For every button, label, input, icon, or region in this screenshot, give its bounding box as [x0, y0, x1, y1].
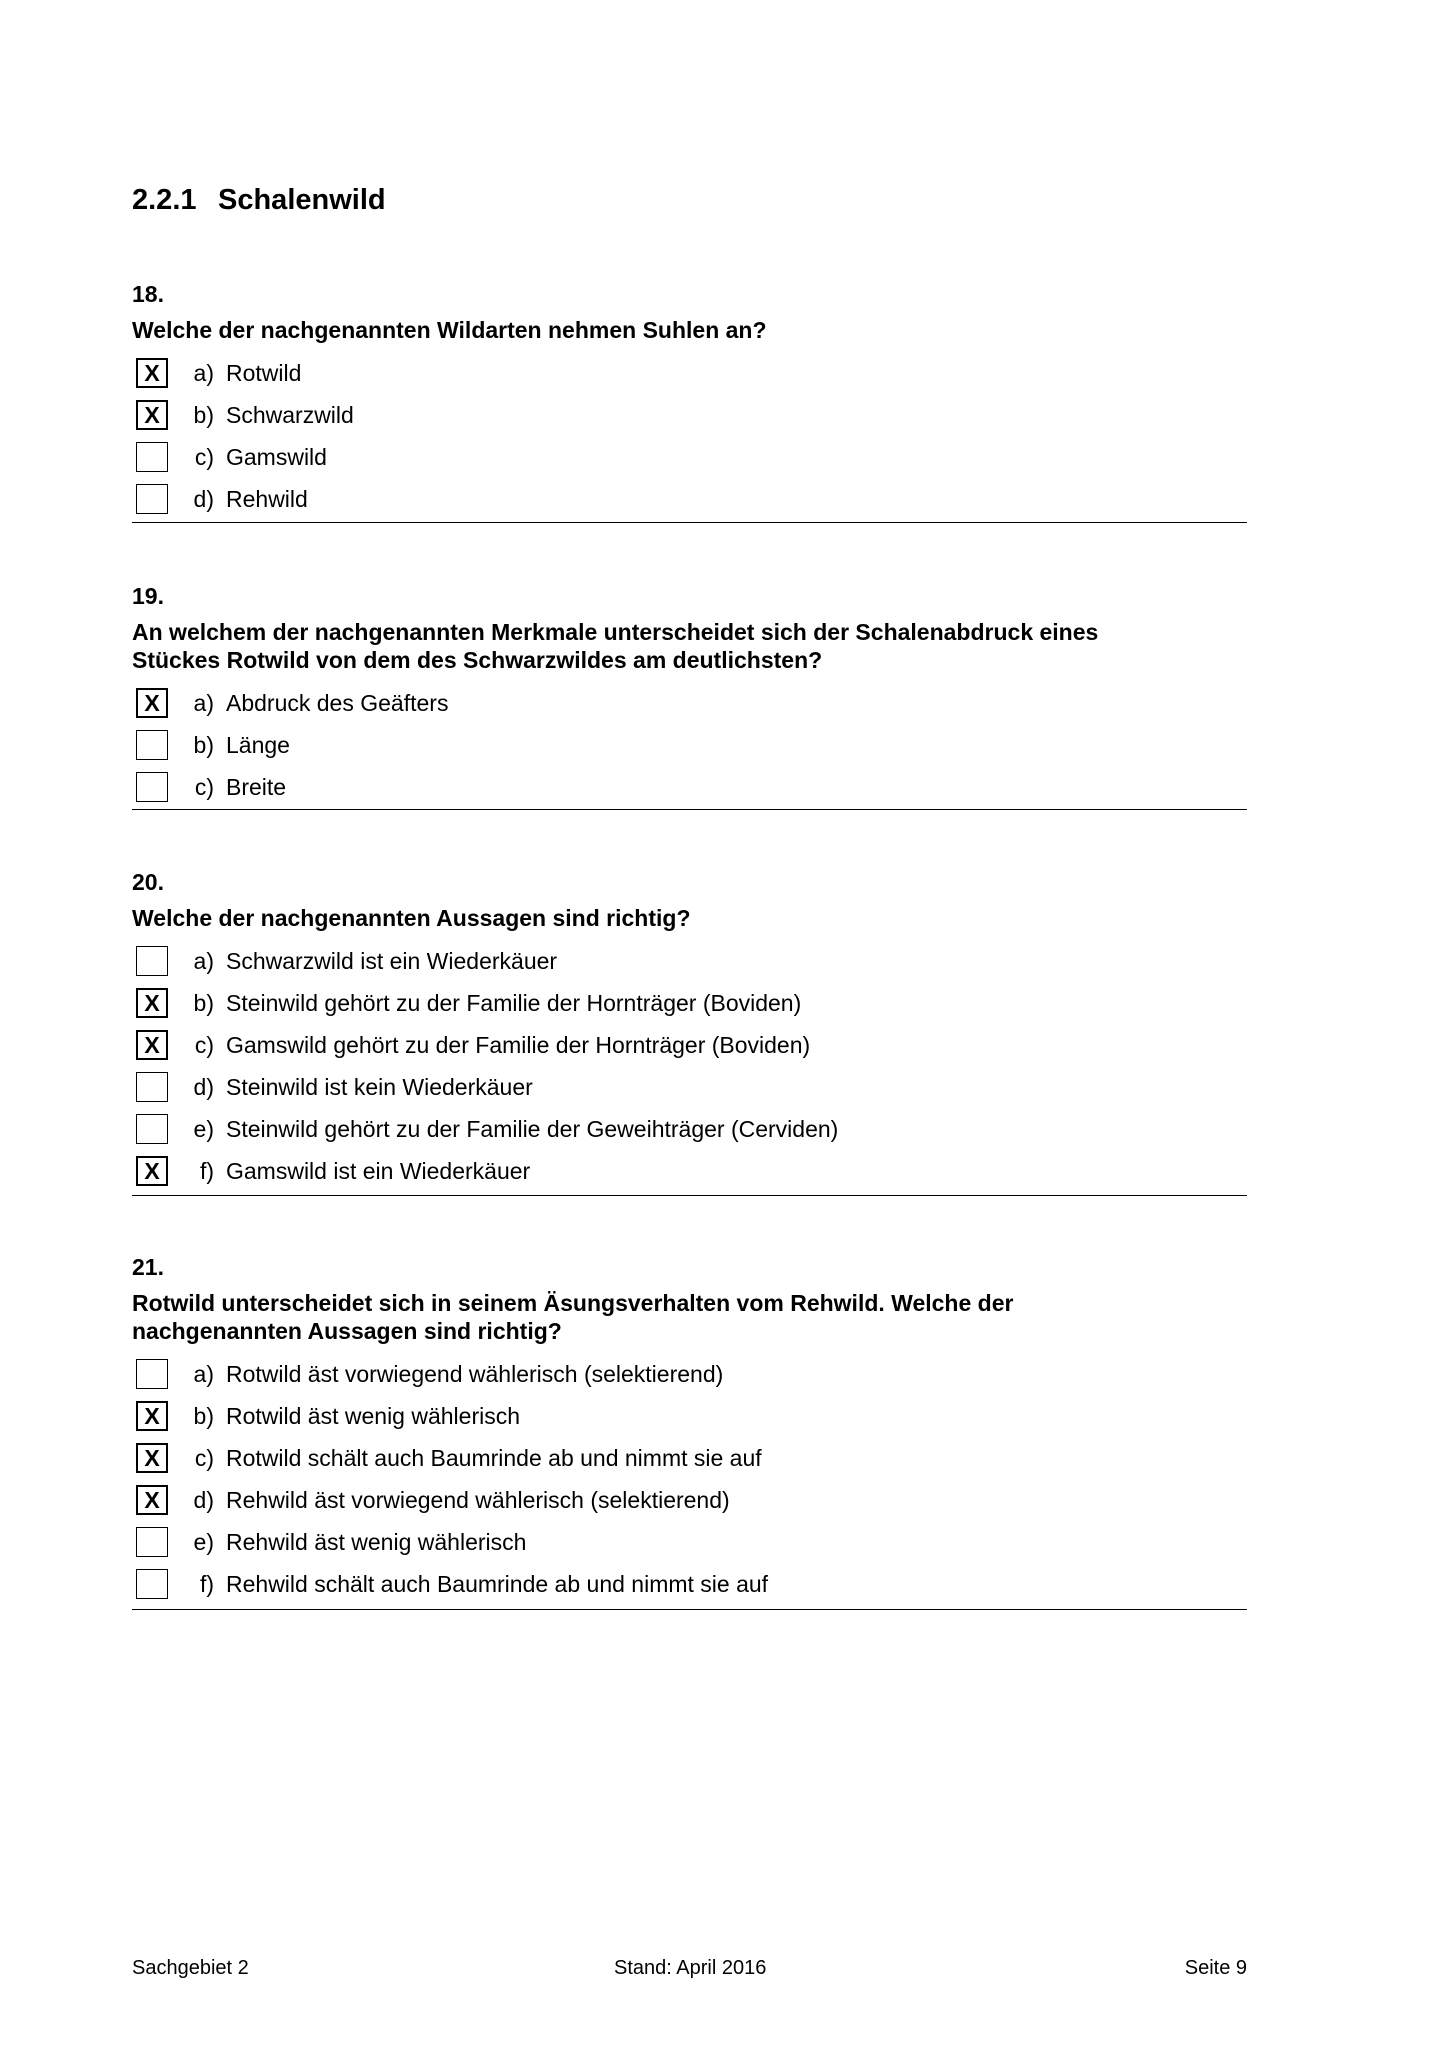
answer-checkbox[interactable]	[136, 1359, 168, 1389]
option-text: Gamswild ist ein Wiederkäuer	[226, 1157, 531, 1184]
answer-options	[132, 682, 1247, 808]
question-number: 20.	[132, 869, 164, 895]
option-text: Steinwild ist kein Wiederkäuer	[226, 1073, 533, 1100]
option-text: Rotwild	[226, 359, 302, 386]
answer-option	[132, 1479, 1247, 1521]
answer-options	[132, 940, 1247, 1192]
option-letter: d)	[193, 485, 214, 512]
option-text: Rotwild äst wenig wählerisch	[226, 1402, 521, 1429]
answer-option	[132, 982, 1247, 1024]
answer-checkbox[interactable]: X	[136, 1156, 168, 1186]
option-letter: f)	[199, 1157, 214, 1184]
option-letter: e)	[193, 1115, 214, 1142]
option-text: Schwarzwild	[226, 401, 354, 428]
question-21	[132, 1253, 1247, 1605]
answer-checkbox[interactable]: X	[136, 1443, 168, 1473]
option-letter: c)	[194, 1031, 214, 1058]
question-divider	[132, 1609, 1247, 1610]
option-letter: c)	[194, 1444, 214, 1471]
option-text: Rehwild äst vorwiegend wählerisch (selektierend)	[226, 1486, 730, 1513]
answer-checkbox[interactable]	[136, 1072, 168, 1102]
option-text: Gamswild gehört zu der Familie der Hornträger (Boviden)	[226, 1031, 811, 1058]
answer-option	[132, 1024, 1247, 1066]
section-heading	[132, 184, 386, 217]
option-text: Rehwild äst wenig wählerisch	[226, 1528, 527, 1555]
answer-checkbox[interactable]	[136, 772, 168, 802]
answer-checkbox[interactable]: X	[136, 358, 168, 388]
option-text: Steinwild gehört zu der Familie der Geweihträger (Cerviden)	[226, 1115, 839, 1142]
answer-options	[132, 352, 1247, 520]
answer-checkbox[interactable]: X	[136, 988, 168, 1018]
option-letter: a)	[193, 689, 214, 716]
footer-left: Sachgebiet 2	[132, 1957, 249, 1979]
question-number: 19.	[132, 583, 164, 609]
answer-option	[132, 1353, 1247, 1395]
option-text: Breite	[226, 773, 287, 800]
option-letter: c)	[194, 773, 214, 800]
answer-option	[132, 1437, 1247, 1479]
option-letter: c)	[194, 443, 214, 470]
question-divider	[132, 809, 1247, 810]
option-text: Rotwild äst vorwiegend wählerisch (selektierend)	[226, 1360, 724, 1387]
answer-option	[132, 394, 1247, 436]
answer-checkbox[interactable]	[136, 1569, 168, 1599]
question-20	[132, 868, 1247, 1192]
answer-option	[132, 940, 1247, 982]
question-text-line: Rotwild unterscheidet sich in seinem Äsungsverhalten vom Rehwild. Welche der	[132, 1290, 1014, 1316]
option-text: Steinwild gehört zu der Familie der Hornträger (Boviden)	[226, 989, 802, 1016]
option-letter: d)	[193, 1073, 214, 1100]
answer-option	[132, 478, 1247, 520]
answer-checkbox[interactable]: X	[136, 688, 168, 718]
option-letter: d)	[193, 1486, 214, 1513]
section-title: Schalenwild	[218, 184, 386, 216]
option-letter: b)	[193, 989, 214, 1016]
answer-options	[132, 1353, 1247, 1605]
question-19	[132, 582, 1247, 808]
answer-checkbox[interactable]	[136, 1114, 168, 1144]
answer-checkbox[interactable]	[136, 484, 168, 514]
option-text: Rehwild schält auch Baumrinde ab und nimmt sie auf	[226, 1570, 769, 1597]
answer-option	[132, 1150, 1247, 1192]
answer-checkbox[interactable]	[136, 1527, 168, 1557]
answer-option	[132, 1108, 1247, 1150]
option-text: Rehwild	[226, 485, 308, 512]
answer-checkbox[interactable]	[136, 442, 168, 472]
option-letter: b)	[193, 1402, 214, 1429]
answer-option	[132, 436, 1247, 478]
answer-checkbox[interactable]: X	[136, 1485, 168, 1515]
question-divider	[132, 522, 1247, 523]
answer-checkbox[interactable]: X	[136, 1030, 168, 1060]
option-letter: a)	[193, 1360, 214, 1387]
answer-checkbox[interactable]	[136, 946, 168, 976]
option-text: Rotwild schält auch Baumrinde ab und nimmt sie auf	[226, 1444, 762, 1471]
option-text: Länge	[226, 731, 290, 758]
option-letter: a)	[193, 947, 214, 974]
answer-option	[132, 1395, 1247, 1437]
option-text: Schwarzwild ist ein Wiederkäuer	[226, 947, 558, 974]
option-letter: f)	[199, 1570, 214, 1597]
option-letter: e)	[193, 1528, 214, 1555]
answer-option	[132, 1521, 1247, 1563]
answer-option	[132, 1563, 1247, 1605]
option-letter: a)	[193, 359, 214, 386]
answer-option	[132, 1066, 1247, 1108]
option-text: Abdruck des Geäfters	[226, 689, 449, 716]
question-number: 21.	[132, 1254, 164, 1280]
question-divider	[132, 1195, 1247, 1196]
section-number: 2.2.1	[132, 184, 197, 216]
footer-page-number: Seite 9	[1184, 1957, 1247, 1979]
question-text: Welche der nachgenannten Aussagen sind richtig?	[132, 905, 691, 931]
question-number: 18.	[132, 281, 164, 307]
answer-checkbox[interactable]: X	[136, 400, 168, 430]
answer-option	[132, 682, 1247, 724]
answer-option	[132, 766, 1247, 808]
option-text: Gamswild	[226, 443, 327, 470]
question-text: Welche der nachgenannten Wildarten nehmen Suhlen an?	[132, 317, 767, 343]
question-text-line: An welchem der nachgenannten Merkmale unterscheidet sich der Schalenabdruck eines	[132, 619, 1099, 645]
answer-option	[132, 352, 1247, 394]
answer-checkbox[interactable]	[136, 730, 168, 760]
answer-option	[132, 724, 1247, 766]
question-18	[132, 280, 1247, 520]
option-letter: b)	[193, 731, 214, 758]
option-letter: b)	[193, 401, 214, 428]
answer-checkbox[interactable]: X	[136, 1401, 168, 1431]
footer-center: Stand: April 2016	[614, 1957, 767, 1979]
question-text-line: nachgenannten Aussagen sind richtig?	[132, 1318, 562, 1344]
question-text-line: Stückes Rotwild von dem des Schwarzwildes am deutlichsten?	[132, 647, 823, 673]
